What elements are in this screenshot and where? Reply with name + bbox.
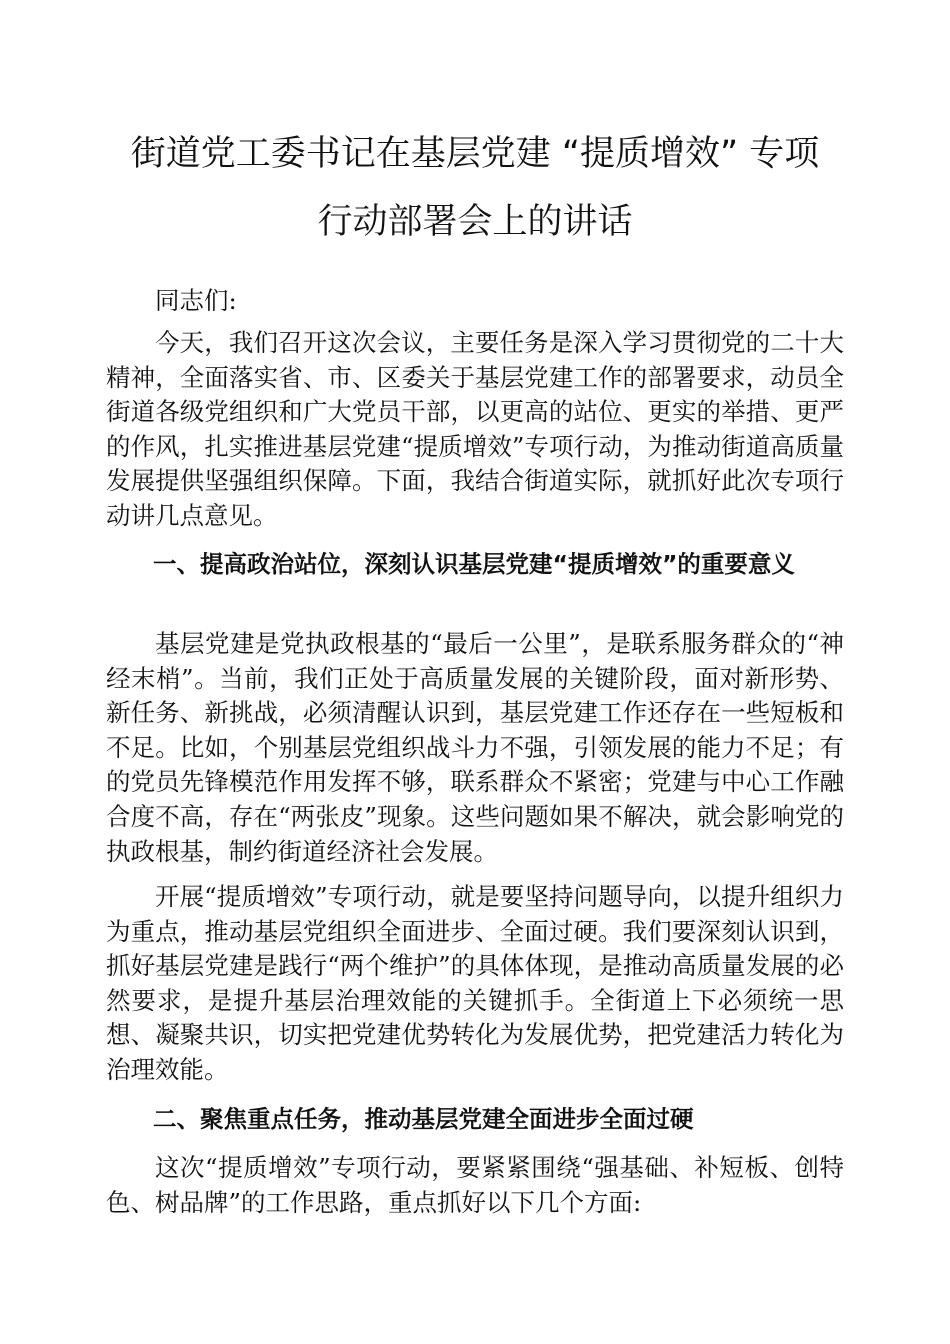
document-title-line-2: 行动部署会上的讲话: [317, 202, 633, 242]
paragraph-intro: 今天，我们召开这次会议，主要任务是深入学习贯彻党的二十大精神，全面落实省、市、区委关于基层党建工作的部署要求，动员全街道各级党组织和广大党员干部，以更高的站位、更实的举措、更严的作风，扎实推进基层党建“提质增效”专项行动，为推动街道高质量发展提供坚强组织保障。下面，我结合街道实际，就抓好此次专项行动讲几点意见。: [106, 328, 844, 530]
paragraph-section-1-b: 开展“提质增效”专项行动，就是要坚持问题导向，以提升组织力为重点，推动基层党组织全面进步、全面过硬。我们要深刻认识到，抓好基层党建是践行“两个维护”的具体体现，是推动高质量发展的必然要求，是提升基层治理效能的关键抓手。全街道上下必须统一思想、凝聚共识，切实把党建优势转化为发展优势，把党建活力转化为治理效能。: [106, 882, 844, 1084]
paragraph-section-2-a: 这次“提质增效”专项行动，要紧紧围绕“强基础、补短板、创特色、树品牌”的工作思路，重点抓好以下几个方面:: [106, 1153, 844, 1217]
paragraph-section-1-a: 基层党建是党执政根基的“最后一公里”，是联系服务群众的“神经末梢”。当前，我们正处于高质量发展的关键阶段，面对新形势、新任务、新挑战，必须清醒认识到，基层党建工作还存在一些短板和不足。比如，个别基层党组织战斗力不强，引领发展的能力不足；有的党员先锋模范作用发挥不够，联系群众不紧密；党建与中心工作融合度不高，存在“两张皮”现象。这些问题如果不解决，就会影响党的执政根基，制约街道经济社会发展。: [106, 629, 844, 866]
section-heading-1: 一、提高政治站位，深刻认识基层党建“提质增效”的重要意义: [153, 550, 795, 578]
section-heading-2: 二、聚焦重点任务，推动基层党建全面进步全面过硬: [153, 1105, 694, 1133]
salutation: 同志们:: [155, 286, 237, 315]
document-title-line-1: 街道党工委书记在基层党建 “提质增效” 专项: [130, 134, 820, 174]
